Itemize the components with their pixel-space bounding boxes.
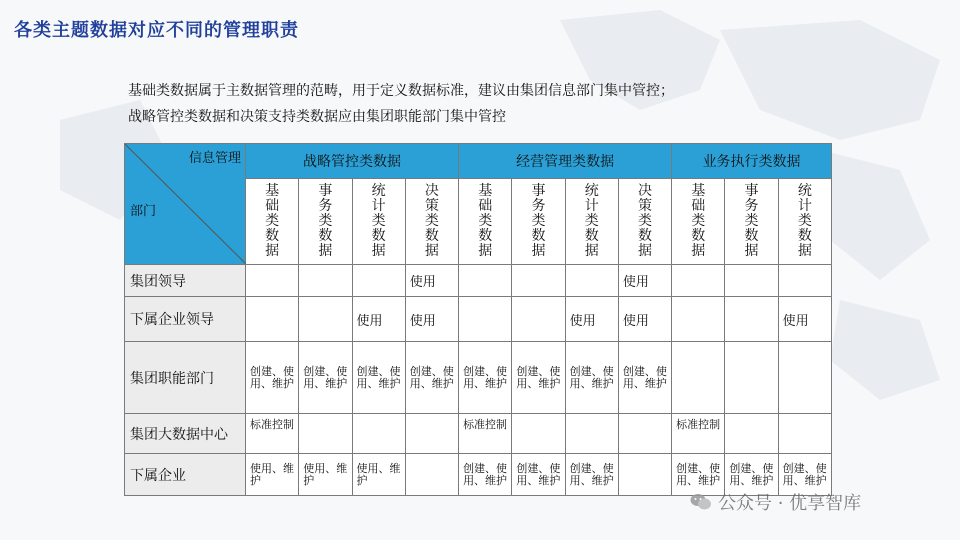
group-header-operational: 经营管理类数据 (459, 144, 672, 179)
sub-header: 事务类数据 (512, 179, 565, 265)
table-cell: 标准控制 (672, 414, 725, 454)
table-cell: 创建、使用、维护 (405, 342, 458, 414)
table-cell: 创建、使用、维护 (778, 454, 831, 496)
table-cell (459, 265, 512, 297)
table-cell (778, 414, 831, 454)
sub-header: 基础类数据 (672, 179, 725, 265)
corner-label-top: 信息管理 (188, 151, 241, 166)
table-cell: 创建、使用、维护 (299, 342, 352, 414)
table-cell (512, 265, 565, 297)
table-cell: 使用 (405, 297, 458, 342)
table-cell (618, 454, 671, 496)
sub-header: 决策类数据 (405, 179, 458, 265)
sub-header: 基础类数据 (246, 179, 299, 265)
table-cell: 创建、使用、维护 (725, 454, 778, 496)
table-cell: 创建、使用、维护 (512, 342, 565, 414)
watermark-text: 公众号 · 优享智库 (718, 493, 862, 514)
table-cell: 创建、使用、维护 (618, 342, 671, 414)
table-cell (565, 414, 618, 454)
table-cell: 使用、维护 (299, 454, 352, 496)
table-cell (672, 297, 725, 342)
table-cell: 使用 (618, 265, 671, 297)
table-cell (299, 265, 352, 297)
table-cell (352, 414, 405, 454)
wechat-icon (690, 493, 712, 511)
table-cell (778, 265, 831, 297)
table-cell (405, 454, 458, 496)
table-cell (725, 297, 778, 342)
sub-header: 统计类数据 (778, 179, 831, 265)
table-cell: 标准控制 (246, 414, 299, 454)
sub-header: 事务类数据 (299, 179, 352, 265)
row-header-department: 下属企业领导 (125, 297, 246, 342)
row-header-department: 下属企业 (125, 454, 246, 496)
row-header-department: 集团职能部门 (125, 342, 246, 414)
responsibility-matrix (124, 143, 832, 496)
group-header-execution: 业务执行类数据 (672, 144, 832, 179)
table-cell (246, 297, 299, 342)
table-cell (565, 265, 618, 297)
table-row (125, 265, 832, 297)
table-cell (299, 297, 352, 342)
table-cell: 使用 (618, 297, 671, 342)
table-cell (725, 414, 778, 454)
table-cell: 创建、使用、维护 (352, 342, 405, 414)
table-cell (778, 342, 831, 414)
table-cell: 创建、使用、维护 (512, 454, 565, 496)
table-cell (618, 414, 671, 454)
table-cell (672, 265, 725, 297)
sub-header: 决策类数据 (618, 179, 671, 265)
table-row (125, 297, 832, 342)
table-cell: 使用 (405, 265, 458, 297)
table-cell: 创建、使用、维护 (459, 454, 512, 496)
table-cell: 使用、维护 (246, 454, 299, 496)
table-cell: 创建、使用、维护 (246, 342, 299, 414)
group-header-strategic: 战略管控类数据 (246, 144, 459, 179)
sub-header: 基础类数据 (459, 179, 512, 265)
table-cell: 使用 (778, 297, 831, 342)
table-cell: 创建、使用、维护 (565, 454, 618, 496)
table-cell: 使用、维护 (352, 454, 405, 496)
table-row (125, 342, 832, 414)
table-corner-header (125, 144, 246, 265)
table-cell: 创建、使用、维护 (565, 342, 618, 414)
row-header-department: 集团领导 (125, 265, 246, 297)
table-cell (512, 414, 565, 454)
table-cell: 使用 (352, 297, 405, 342)
table-cell (672, 342, 725, 414)
table-cell: 标准控制 (459, 414, 512, 454)
sub-header: 统计类数据 (352, 179, 405, 265)
table-cell (299, 414, 352, 454)
corner-label-bottom: 部门 (130, 204, 157, 219)
table-cell (512, 297, 565, 342)
table-cell (246, 265, 299, 297)
table-cell (725, 265, 778, 297)
table-cell: 创建、使用、维护 (459, 342, 512, 414)
intro-line-1: 基础类数据属于主数据管理的范畴，用于定义数据标准，建议由集团信息部门集中管控； (128, 83, 674, 99)
table-cell (405, 414, 458, 454)
sub-header: 事务类数据 (725, 179, 778, 265)
intro-line-2: 战略管控类数据和决策支持类数据应由集团职能部门集中管控 (128, 109, 506, 125)
table-row (125, 414, 832, 454)
table-cell: 使用 (565, 297, 618, 342)
intro-text (128, 78, 674, 130)
watermark (690, 489, 861, 515)
table-cell (725, 342, 778, 414)
page-title: 各类主题数据对应不同的管理职责 (14, 20, 299, 41)
table-cell (352, 265, 405, 297)
table-cell (459, 297, 512, 342)
sub-header: 统计类数据 (565, 179, 618, 265)
table-cell: 创建、使用、维护 (672, 454, 725, 496)
row-header-department: 集团大数据中心 (125, 414, 246, 454)
